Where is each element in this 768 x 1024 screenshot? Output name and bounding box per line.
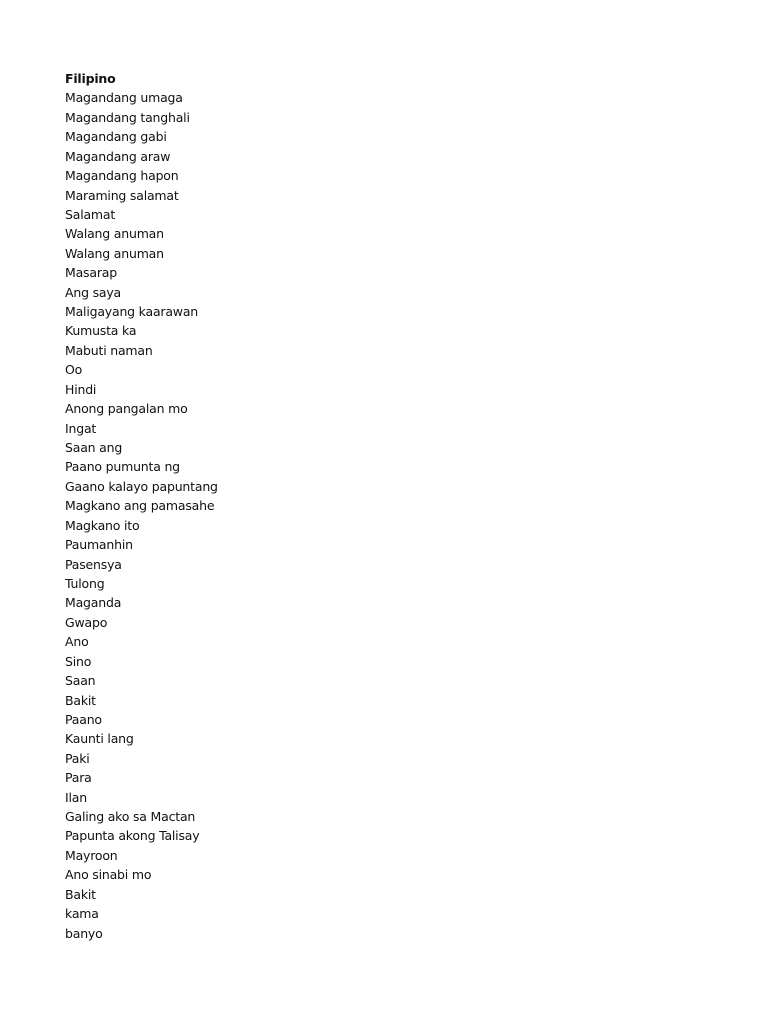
phrase-item: Gaano kalayo papuntang	[65, 478, 218, 494]
phrase-item: Anong pangalan mo	[65, 401, 188, 417]
phrase-item: Paumanhin	[65, 537, 133, 553]
phrase-item: Hindi	[65, 381, 97, 397]
phrase-item: Ingat	[65, 420, 97, 436]
phrase-item: Paki	[65, 750, 90, 766]
phrase-item: Magkano ang pamasahe	[65, 498, 215, 514]
phrase-item: Walang anuman	[65, 226, 164, 242]
phrase-item: Gwapo	[65, 614, 108, 630]
phrase-item: Bakit	[65, 886, 96, 902]
phrase-item: Magandang umaga	[65, 90, 183, 106]
phrase-item: Sino	[65, 653, 92, 669]
phrase-item: Pasensya	[65, 556, 122, 572]
phrase-item: Salamat	[65, 206, 116, 222]
phrase-item: Maligayang kaarawan	[65, 304, 199, 320]
phrase-item: Magkano ito	[65, 517, 140, 533]
phrase-item: Ang saya	[65, 284, 122, 300]
phrase-item: Tulong	[65, 575, 105, 591]
phrase-item: Mayroon	[65, 847, 118, 863]
phrase-item: Oo	[65, 362, 83, 378]
phrase-item: Kumusta ka	[65, 323, 137, 339]
phrase-list	[65, 69, 218, 943]
phrase-item: Ano sinabi mo	[65, 867, 152, 883]
phrase-item: Magandang araw	[65, 148, 171, 164]
phrase-item: Saan	[65, 673, 96, 689]
phrase-item: Masarap	[65, 265, 117, 281]
phrase-item: Paano	[65, 711, 102, 727]
phrase-item: Walang anuman	[65, 245, 164, 261]
phrase-item: Magandang gabi	[65, 129, 167, 145]
phrase-item: Para	[65, 770, 92, 786]
phrase-item: Saan ang	[65, 440, 123, 456]
phrase-item: Ano	[65, 634, 89, 650]
phrase-item: Maraming salamat	[65, 187, 179, 203]
phrase-item: kama	[65, 906, 99, 922]
phrase-item: Papunta akong Talisay	[65, 828, 200, 844]
phrase-item: banyo	[65, 925, 103, 941]
phrase-item: Maganda	[65, 595, 122, 611]
phrase-item: Paano pumunta ng	[65, 459, 180, 475]
phrase-item: Kaunti lang	[65, 731, 134, 747]
phrase-item: Magandang hapon	[65, 168, 179, 184]
phrase-item: Bakit	[65, 692, 96, 708]
phrase-item: Magandang tanghali	[65, 109, 190, 125]
phrase-item: Ilan	[65, 789, 87, 805]
phrase-item: Galing ako sa Mactan	[65, 809, 196, 825]
phrase-item: Mabuti naman	[65, 342, 153, 358]
column-heading: Filipino	[65, 71, 116, 86]
